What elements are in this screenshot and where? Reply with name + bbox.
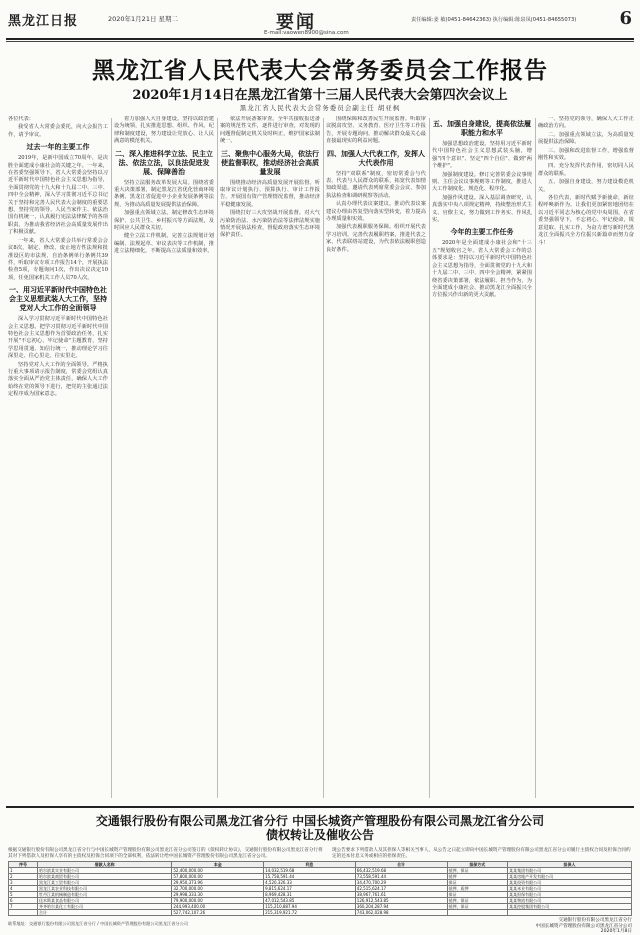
body-paragraph: 2019年，是新中国成立70周年，是决胜全面建成小康社会的关键之年。一年来，在省委坚强领导下，省人大常委会坚持以习近平新时代中国特色社会主义思想为指导，全面贯彻党的十九大和十九届二中、三中、四中全会精神，深入学习贯彻习近平总书记关于坚持和完善人民代表大会制度的重要思想，坚持党的领导、人民当家作主、依法治国有机统一，认真履行宪法法律赋予的各项职责，为推动我省经济社会高质量发展作出了积极贡献。 (8, 155, 108, 236)
article-column-2 (114, 116, 214, 802)
article-column-4 (326, 116, 426, 802)
sub-headline: 2020年1月14日在黑龙江省第十三届人民代表大会第四次会议上 (132, 88, 508, 103)
table-header: 借款人名称 (37, 862, 171, 868)
section-heading: 五、加强自身建设，提高依法履职能力和水平 (433, 120, 531, 137)
table-cell: 牡丹江某机械制造有限公司 (37, 892, 171, 898)
notice-title-line-2: 债权转让及催收公告 (265, 828, 374, 842)
table-cell: 某某控股集团有限公司 (508, 904, 632, 910)
body-paragraph: 三、加强和改进监督工作，增强监督刚性和实效。 (538, 147, 634, 162)
table-header: 利息 (264, 862, 356, 868)
masthead (6, 6, 634, 36)
debt-transfer-notice (6, 806, 634, 935)
table-header: 担保方式 (447, 862, 508, 868)
table-cell: 38,967,761.61 (355, 892, 447, 898)
body-paragraph: 着力加强人大自身建设。坚持以政治建设为统领，扎实推进思想、组织、作风、纪律和制度建设，努力建设让党放心、让人民满意的模范机关。 (114, 116, 214, 145)
table-cell: 126,912,543.85 (355, 898, 447, 904)
table-cell: 1 (9, 868, 38, 874)
table-cell: 某某物流有限公司 (508, 898, 632, 904)
table-cell (508, 910, 632, 916)
table-cell: 79,900,000.00 (172, 898, 264, 904)
body-paragraph: 加强思想政治建设。坚持用习近平新时代中国特色社会主义思想武装头脑，增强"四个意识"、坚定"四个自信"、做到"两个维护"。 (432, 141, 532, 170)
body-paragraph: 二、加强重点领域立法，为高质量发展提供法治保障。 (538, 131, 634, 146)
body-paragraph: 加强制度建设。修订完善常委会议事规则、主任会议议事规则等工作制度，推进人大工作制度化、规范化、程序化。 (432, 171, 532, 193)
body-paragraph: 坚持"双联系"制度，密切常委会与代表、代表与人民群众的联系，拓宽代表知情知政渠道，邀请代表列席常委会会议、参加执法检查和调研视察等活动。 (326, 170, 426, 199)
table-cell: 527,742,107.26 (172, 910, 264, 916)
section-email: E-mail:vaowen8900@sina.com (264, 30, 349, 36)
table-cell: 7 (9, 904, 38, 910)
body-paragraph: 一、坚持党的领导，确保人大工作正确政治方向。 (538, 116, 634, 130)
claims-table-body (9, 868, 632, 916)
table-cell: 8,969,428.31 (264, 892, 356, 898)
body-paragraph: 2020年是全面建成小康社会和"十三五"规划收官之年。省人大常委会工作的总体要求是：坚持以习近平新时代中国特色社会主义思想为指导，全面贯彻党的十九大和十九届二中、三中、四中全会精神，紧紧围绕省委决策部署，依法履职、担当作为，为全面建成小康社会、推动黑龙江全面振兴全方位振兴作出新的更大贡献。 (432, 240, 532, 299)
table-cell: 合计 (37, 910, 171, 916)
body-paragraph: 认真办理代表议案建议。推动代表议案建议办理由答复型向落实型转变，着力提高办理质量和实效。 (326, 201, 426, 223)
table-cell: 4,520,326.33 (264, 880, 356, 886)
table-cell: 360,204,287.94 (355, 904, 447, 910)
column-rule (217, 118, 218, 798)
masthead-rule (6, 38, 634, 40)
table-cell: 某某米业有限公司 (508, 886, 632, 892)
table-cell: 佳木斯某食品有限公司 (37, 898, 171, 904)
notice-title-line-1: 交通银行股份有限公司黑龙江省分行 中国长城资产管理股份有限公司黑龙江省分公司 (95, 814, 545, 828)
article-column-5 (432, 116, 532, 802)
section-heading: 三、聚焦中心服务大局，依法行使监督职权，推动经济社会高质量发展 (221, 149, 319, 176)
table-cell: 某某集团有限公司 (508, 868, 632, 874)
table-cell: 9,815,624.17 (264, 886, 356, 892)
body-paragraph: 四、充分发挥代表作用，密切同人民群众的联系。 (538, 163, 634, 177)
editor-info: 责任编辑:姜 敏(0451-84642363) 执行编辑:陈泉凤(0451-84655073) (411, 17, 577, 23)
table-cell: 某某房地产开发有限公司 (508, 874, 632, 880)
body-paragraph: 加强重点领域立法。制定修改生态环境保护、公共卫生、乡村振兴等方面法规，及时回应人民群众关切。 (114, 210, 214, 232)
table-cell: 齐齐哈尔某化工有限公司 (37, 904, 171, 910)
table-cell: 29,950,373.96 (172, 880, 264, 886)
body-paragraph: 深入学习贯彻习近平新时代中国特色社会主义思想。把学习贯彻习近平新时代中国特色社会主义思想作为首要政治任务，扎实开展"不忘初心、牢记使命"主题教育，坚持学思用贯通、知信行统一，推动理论学习往深里走、往心里走、往实里走。 (8, 316, 108, 360)
table-cell: 某某担保有限公司 (508, 892, 632, 898)
column-rule (535, 118, 536, 798)
section-heading: 过去一年的主要工作 (26, 143, 90, 152)
section-heading: 二、深入推进科学立法、民主立法、依法立法，以良法促进发展、保障善治 (115, 149, 213, 176)
body-paragraph: 围绕保障和改善民生开展监督。听取审议脱贫攻坚、义务教育、医疗卫生等工作报告，开展专题询问，推动解决群众最关心最直接最现实的利益问题。 (326, 116, 426, 145)
table-cell: 2 (9, 874, 38, 880)
table-cell: 5 (9, 892, 38, 898)
table-cell: 57,800,000.00 (172, 874, 264, 880)
masthead-rule-thin (6, 41, 634, 42)
notice-signature (462, 918, 632, 935)
table-cell: 抵押、保证 (447, 904, 508, 910)
section-heading: 今年的主要工作任务 (450, 228, 514, 237)
body-paragraph: 各位代表，新时代赋予新使命，新征程呼唤新作为。让我们更加紧密地团结在以习近平同志为核心的党中央周围，在省委坚强领导下，不忘初心、牢记使命，锐意进取、扎实工作，为奋力谱写新时代黑龙江全面振兴全方位振兴新篇章而努力奋斗！ (538, 195, 634, 246)
table-cell: 抵押、质押 (447, 886, 508, 892)
table-cell (9, 910, 38, 916)
table-header: 序号 (9, 862, 38, 868)
table-cell: 抵押、保证 (447, 898, 508, 904)
table-cell: 743,062,028.98 (355, 910, 447, 916)
section-heading: 四、加强人大代表工作，发挥人大代表作用 (327, 149, 425, 167)
table-cell: 抵押、保证 (447, 868, 508, 874)
section-heading: 一、用习近平新时代中国特色社会主义思想武装人大工作，坚持党对人大工作的全面领导 (9, 286, 107, 313)
signature-date: 2020年1月8日 (600, 929, 632, 935)
table-cell: 黑龙江某农业科技有限公司 (37, 886, 171, 892)
table-cell: 14,032,519.68 (264, 868, 356, 874)
table-header: 合计 (355, 862, 447, 868)
table-cell: 47,012,543.85 (264, 898, 356, 904)
table-cell: 6 (9, 898, 38, 904)
table-header: 担保人 (508, 862, 632, 868)
paper-date: 2020年1月21日 星期二 (108, 15, 179, 23)
claims-table (8, 861, 632, 916)
table-cell: 黑龙江某工贸有限公司 (37, 880, 171, 886)
article-column-1 (8, 116, 108, 802)
article-column-6 (538, 116, 634, 802)
body-paragraph: 坚持立法服务改革发展大局。围绕省委重大决策部署，制定黑龙江省优化营商环境条例、黑龙江省促进中小企业发展条例等法规，为推动高质量发展提供法治保障。 (114, 179, 214, 208)
column-rule (111, 118, 112, 798)
paper-logo: 黑龙江日报 (8, 14, 79, 29)
article-column-3 (220, 116, 320, 802)
signature-amc: 中国长城资产管理股份有限公司黑龙江省分公司 (535, 923, 632, 929)
body-paragraph: 围绕推动经济高质量发展开展监督。听取审议计划执行、预算执行、审计工作报告，开展国有资产管理情况监督，推动经济平稳健康发展。 (220, 179, 320, 208)
table-cell: 29,998,333.30 (172, 892, 264, 898)
table-cell: 42,515,624.17 (355, 886, 447, 892)
table-cell: 哈尔滨某实业有限公司 (37, 868, 171, 874)
table-cell: 73,558,591.44 (355, 874, 447, 880)
body-paragraph: 加强作风建设。深入基层调查研究，认真落实中央八项规定精神，持续整治形式主义、官僚主义，努力做到工作务实、作风扎实。 (432, 194, 532, 224)
table-cell: 115,210,887.94 (264, 904, 356, 910)
table-cell: 215,319,921.72 (264, 910, 356, 916)
table-cell: 保证 (447, 892, 508, 898)
table-cell: 244,993,400.00 (172, 904, 264, 910)
signature-bank: 交通银行股份有限公司黑龙江省分行 (558, 918, 632, 923)
table-cell (447, 910, 508, 916)
column-rule (323, 118, 324, 798)
notice-intro: 根据交通银行股份有限公司黑龙江省分行与中国长城资产管理股份有限公司黑龙江省分公司签订的《债权转让协议》，交通银行股份有限公司黑龙江省分行将其对下列借款人及担保人享有的主债权及担保合同项下的全部权利，依法转让给中国长城资产管理股份有限公司黑龙江省分公司。 (8, 848, 323, 859)
table-cell: 34,470,700.29 (355, 880, 447, 886)
table-total-row (9, 910, 632, 916)
byline: 黑龙江省人民代表大会常务委员会副主任 胡亚枫 (239, 104, 401, 112)
table-cell: 52,400,000.00 (172, 868, 264, 874)
body-paragraph: 围绕打好三大攻坚战开展监督。对大气污染防治法、水污染防治法等法律法规实施情况开展执法检查，督促政府落实生态环境保护责任。 (220, 210, 320, 239)
page-number: 6 (619, 8, 632, 29)
salutation: 各位代表： (8, 116, 34, 122)
body-paragraph: 五、加强自身建设，努力建设模范机关。 (538, 179, 634, 193)
notice-title (6, 814, 634, 842)
table-cell: 4 (9, 886, 38, 892)
table-cell: 3 (9, 880, 38, 886)
table-cell: 某某投资有限公司 (508, 880, 632, 886)
section-title: 要闻 (276, 12, 316, 33)
table-cell: 15,758,591.44 (264, 874, 356, 880)
body-paragraph: 健全立法工作机制。完善立法规划计划编制、法规起草、审议表决等工作机制，推进立法精细化，不断提高立法质量和效率。 (114, 233, 214, 255)
body-paragraph: 加强代表履职服务保障。组织开展代表学习培训，完善代表履职档案，推进代表之家、代表联络站建设，为代表依法履职创造良好条件。 (326, 224, 426, 253)
body-paragraph: 一年来，省人大常委会共举行常委会会议8次，制定、修改、废止地方性法规和批准设区的市法规、自治条例单行条例共39件，听取审议专项工作报告14个，开展执法检查5项，专题询问1次，作出决议决定10项，任免国家机关工作人员70人次。 (8, 237, 108, 281)
table-cell: 保证 (447, 880, 508, 886)
notice-intro-right: 现公告要求下列借款人及其担保人等相关当事人，从公告之日起立即向中国长城资产管理股份有限公司黑龙江省分公司履行主债权合同及担保合同约定的还本付息义务或相应的担保责任。 (332, 848, 631, 859)
table-header: 本金 (172, 862, 264, 868)
column-rule (429, 118, 430, 798)
table-cell: 哈尔滨某商贸有限公司 (37, 874, 171, 880)
intro-paragraph: 我受省人大常委会委托，向大会报告工作，请予审议。 (8, 124, 108, 138)
body-paragraph: 依法开展备案审查。全年共接收报送备案的规范性文件，逐件进行审查，对发现的问题督促制定机关及时纠正，维护国家法制统一。 (220, 116, 320, 145)
body-paragraph: 坚持党对人大工作的全面领导。严格执行重大事项请示报告制度，常委会党组认真落实全面从严治党主体责任，确保人大工作始终在党的领导下进行，把党的主张通过法定程序成为国家意志。 (8, 361, 108, 398)
table-cell: 32,700,000.00 (172, 886, 264, 892)
table-cell: 66,432,519.68 (355, 868, 447, 874)
table-cell: 抵押 (447, 874, 508, 880)
notice-footer-address: 联系地址：交通银行股份有限公司黑龙江省分行 / 中国长城资产管理股份有限公司黑龙江省分公司 (8, 921, 188, 926)
main-headline: 黑龙江省人民代表大会常务委员会工作报告 (92, 57, 548, 84)
